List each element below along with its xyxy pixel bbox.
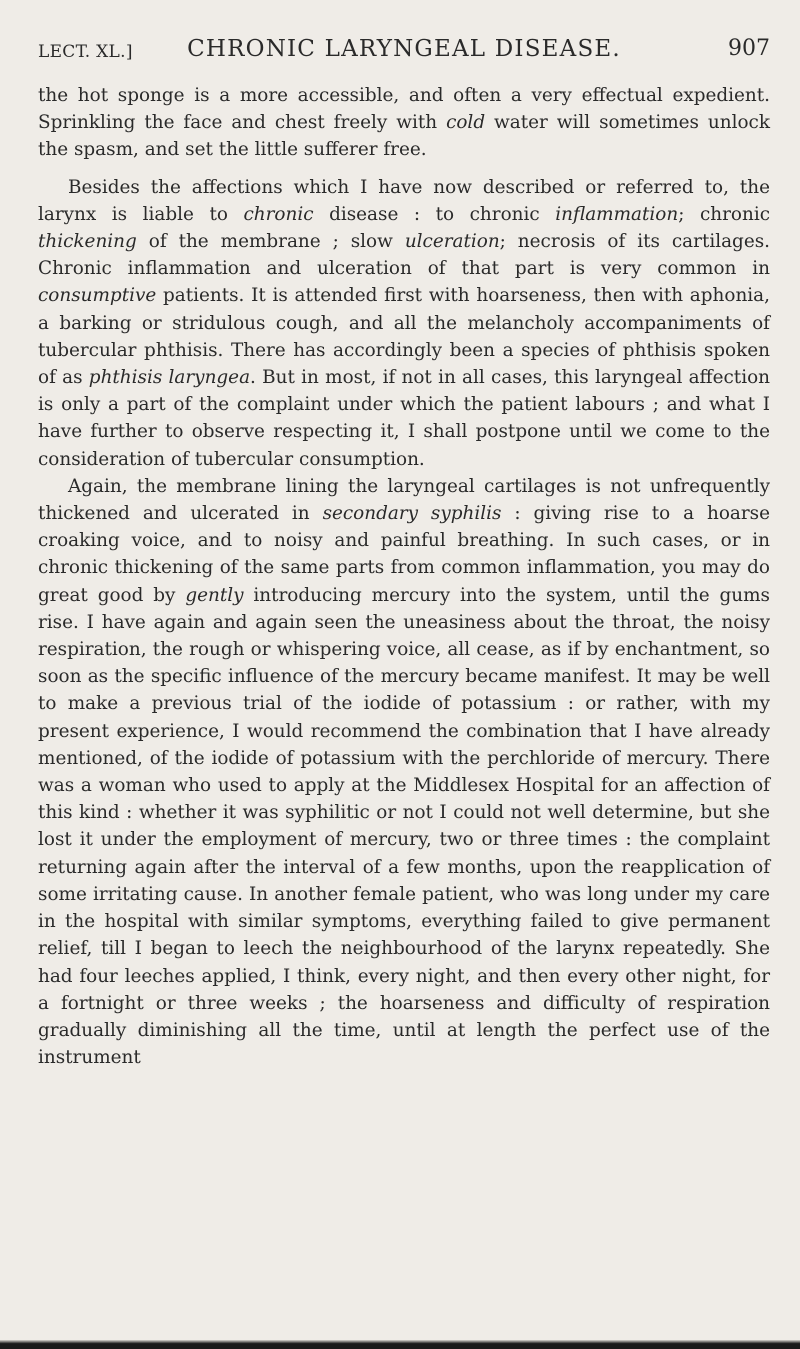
page-number: 907 — [728, 36, 770, 61]
text-run: ; necrosis of its cartilages. Chronic inflammation and ulceration of that part is very common in — [38, 231, 770, 280]
page-title: CHRONIC LARYNGEAL DISEASE. — [187, 36, 621, 62]
text-run: water will sometimes unlock the spasm, and set the little sufferer free. — [38, 112, 770, 161]
italic-term: chronic — [243, 203, 314, 225]
italic-term: phthisis laryngea — [88, 367, 251, 389]
text-run: Again, the membrane lining the laryngeal cartilages is not unfrequently thickened and ulcerated in — [38, 475, 770, 525]
italic-term: secondary syphilis — [322, 503, 502, 525]
italic-term: ulceration — [404, 231, 500, 253]
paragraph-3 — [38, 473, 770, 1071]
italic-term: gently — [185, 584, 244, 606]
paragraph-1 — [38, 82, 770, 164]
text-run: ; chronic — [678, 203, 770, 225]
page-bottom-edge — [0, 1340, 800, 1349]
text-run: disease : to chronic — [313, 203, 556, 225]
italic-term: consumptive — [38, 285, 157, 307]
text-run: . But in most, if not in all cases, this laryngeal affection is only a part of the complaint under which the patient labours ; and what I have further to observe respecting it, I shall postpone until we come to the consideration of tubercular consumption. — [38, 367, 770, 470]
italic-term: thickening — [38, 231, 137, 253]
italic-term: inflammation — [555, 203, 679, 225]
lecture-label: LECT. XL.] — [38, 42, 133, 62]
body-text — [38, 82, 770, 1071]
text-run: introducing mercury into the system, until the gums rise. I have again and again seen the uneasiness about the throat, the noisy respiration, the rough or whispering voice, all cease, as if by enchantment, so soon as the specific influence of the mercury became manifest. It may be well to make a previous trial of the iodide of potassium : or rather, with my present experience, I would recommend the combination that I have already mentioned, of the iodide of potassium with the perchloride of mercury. There was a woman who used to apply at the Middlesex Hospital for an affection of this kind : whether it was syphilitic or not I could not well determine, but she lost it under the employment of mercury, two or three times : the complaint returning again after the interval of a few months, upon the reapplication of some irritating cause. In another female patient, who was long under my care in the hospital with similar symptoms, everything failed to give permanent relief, till I began to leech the neighbourhood of the larynx repeatedly. She had four leeches applied, I think, every night, and then every other night, for a fortnight or three weeks ; the hoarseness and difficulty of respiration gradually diminishing all the time, until at length the perfect use of the instrument — [38, 584, 770, 1069]
text-run: Besides the affections which I have now described or referred to, the larynx is liable to — [38, 176, 770, 225]
text-run: of the membrane ; slow — [136, 231, 405, 253]
italic-term: cold — [446, 112, 486, 134]
paragraph-2 — [38, 174, 770, 473]
text-run: the hot sponge is a more accessible, and often a very effectual expedient. Sprinkling the face and chest freely with — [38, 85, 770, 134]
text-run: : giving rise to a hoarse croaking voice, and to noisy and painful breathing. In such cases, or in chronic thickening of the same parts from common inflammation, you may do great good by — [38, 503, 770, 606]
text-run: patients. It is attended first with hoarseness, then with aphonia, a barking or stridulous cough, and all the melancholy accompaniments of tubercular phthisis. There has accordingly been a species of phthisis spoken of as — [38, 285, 770, 389]
running-header — [38, 36, 770, 70]
